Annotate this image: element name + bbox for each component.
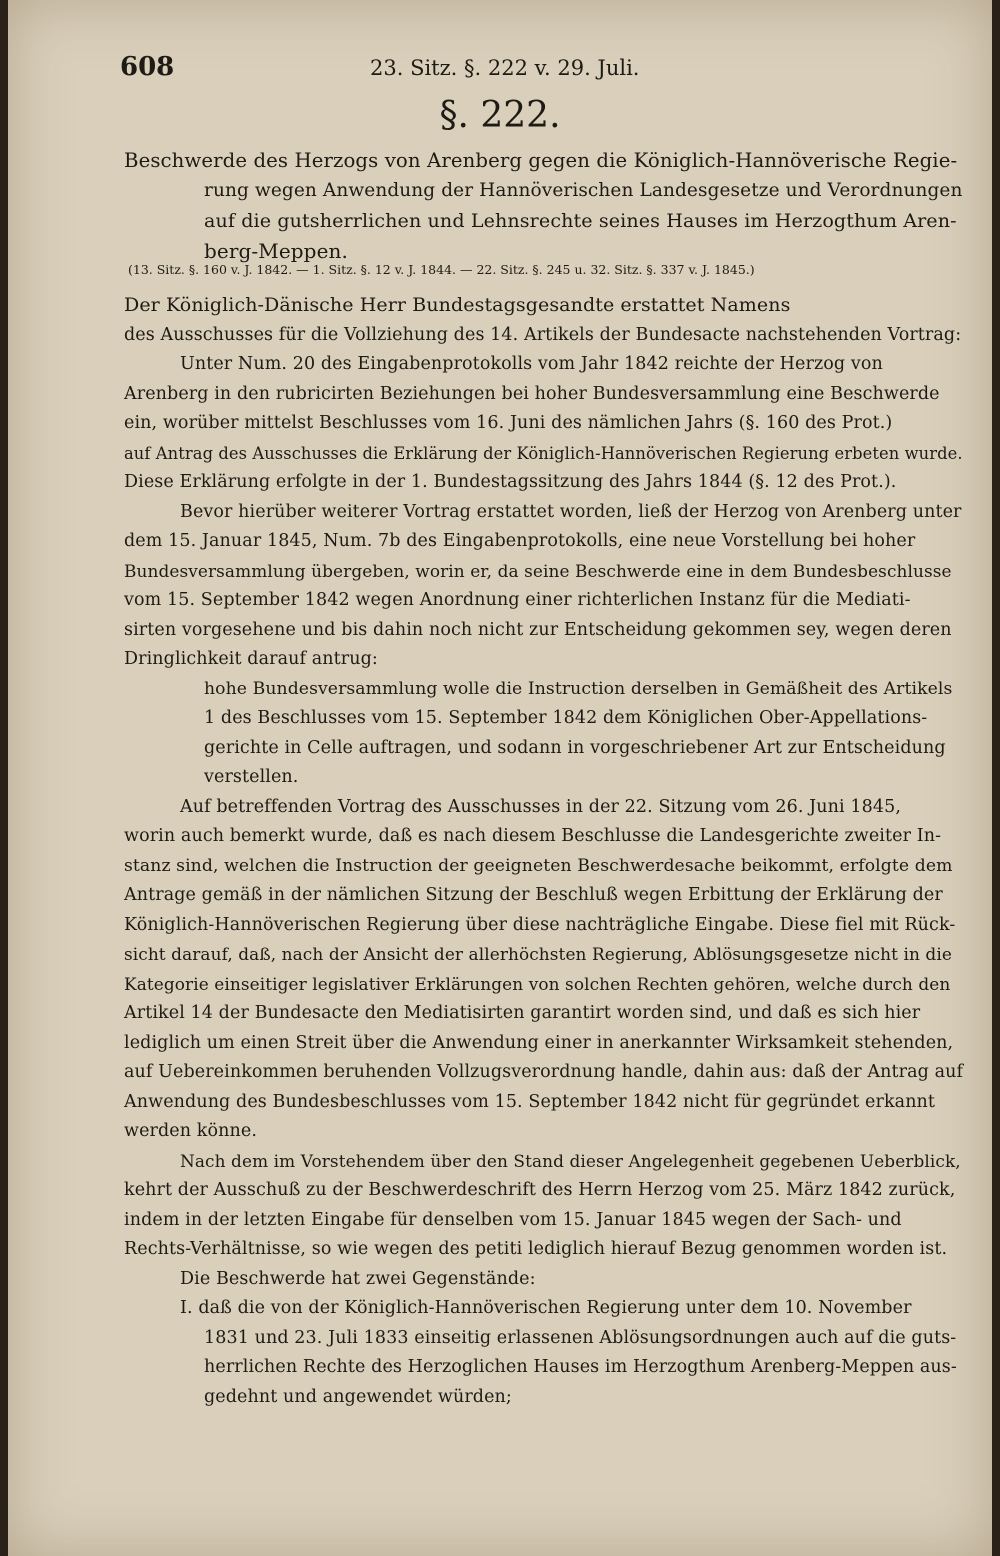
heading-line: Beschwerde des Herzogs von Arenberg gegen die Königlich-Hannöverische Regie- <box>124 149 958 172</box>
text-line: gerichte in Celle auftragen, und sodann in vorgeschriebener Art zur Entscheidung <box>204 737 946 758</box>
text-line: Die Beschwerde hat zwei Gegenstände: <box>180 1268 536 1289</box>
text-line: sirten vorgesehene und bis dahin noch nicht zur Entscheidung gekommen sey, wegen deren <box>124 619 952 640</box>
text-line: Bundesversammlung übergeben, worin er, da seine Beschwerde eine in dem Bundesbeschlusse <box>124 560 952 581</box>
text-line: auf Uebereinkommen beruhenden Vollzugsverordnung handle, dahin aus: daß der Antrag auf <box>124 1062 964 1082</box>
section-number: §. 222. <box>439 95 561 136</box>
text-line: Arenberg in den rubricirten Beziehungen bei hoher Bundesversammlung eine Beschwerde <box>124 383 940 404</box>
text-line: Antrage gemäß in der nämlichen Sitzung der Beschluß wegen Erbittung der Erklärung der <box>124 885 943 905</box>
text-line: des Ausschusses für die Vollziehung des 14. Artikels der Bundesacte nachstehenden Vortrag: <box>124 324 962 345</box>
text-line: Der Königlich-Dänische Herr Bundestagsgesandte erstattet Namens <box>124 294 791 316</box>
text-line: stanz sind, welchen die Instruction der geeigneten Beschwerdesache beikommt, erfolgte dem <box>124 855 953 876</box>
text-line: Unter Num. 20 des Eingabenprotokolls vom Jahr 1842 reichte der Herzog von <box>180 354 883 374</box>
page-number: 608 <box>120 52 175 82</box>
text-line: hohe Bundesversammlung wolle die Instruction derselben in Gemäßheit des Artikels <box>204 678 953 699</box>
body-text <box>124 291 964 1412</box>
heading-line: berg-Meppen. <box>204 239 348 263</box>
heading-line: auf die gutsherrlichen und Lehnsrechte seines Hauses im Herzogthum Aren- <box>204 209 957 232</box>
text-line: Königlich-Hannöverischen Regierung über diese nachträgliche Eingabe. Diese fiel mit Rück- <box>124 914 956 935</box>
text-line: vom 15. September 1842 wegen Anordnung einer richterlichen Instanz für die Mediati- <box>124 590 911 610</box>
text-line: Dringlichkeit darauf antrug: <box>124 649 378 669</box>
text-line: Anwendung des Bundesbeschlusses vom 15. September 1842 nicht für gegründet erkannt <box>124 1091 936 1112</box>
text-line: Artikel 14 der Bundesacte den Mediatisirten garantirt worden sind, und daß es sich hier <box>124 1003 921 1023</box>
cross-references: (13. Sitz. §. 160 v. J. 1842. — 1. Sitz. §. 12 v. J. 1844. — 22. Sitz. §. 245 u. 32. Sitz. §. 337 v. J. 1845.) <box>128 262 755 277</box>
text-line: kehrt der Ausschuß zu der Beschwerdeschrift des Herrn Herzog vom 25. März 1842 zurück, <box>124 1180 956 1200</box>
text-line: worin auch bemerkt wurde, daß es nach diesem Beschlusse die Landesgerichte zweiter In- <box>124 826 942 846</box>
running-header <box>120 52 680 88</box>
text-line: Bevor hierüber weiterer Vortrag erstattet worden, ließ der Herzog von Arenberg unter <box>180 501 962 522</box>
text-line: sicht darauf, daß, nach der Ansicht der allerhöchsten Regierung, Ablösungsgesetze nicht in die <box>124 944 952 964</box>
text-line: 1 des Beschlusses vom 15. September 1842 dem Königlichen Ober-Appellations- <box>204 708 928 728</box>
book-page <box>8 0 992 1556</box>
heading-line: rung wegen Anwendung der Hannöverischen Landesgesetze und Verordnungen <box>204 180 963 201</box>
text-line: auf Antrag des Ausschusses die Erklärung der Königlich-Hannöverischen Regierung erbeten wurde. <box>124 443 963 463</box>
text-line: gedehnt und angewendet würden; <box>204 1386 512 1407</box>
text-line: Nach dem im Vorstehendem über den Stand dieser Angelegenheit gegebenen Ueberblick, <box>180 1150 961 1171</box>
text-line: Kategorie einseitiger legislativer Erklärungen von solchen Rechten gehören, welche durch den <box>124 973 951 994</box>
text-line: ein, worüber mittelst Beschlusses vom 16. Juni des nämlichen Jahrs (§. 160 des Prot.) <box>124 413 893 433</box>
text-line: dem 15. Januar 1845, Num. 7b des Eingabenprotokolls, eine neue Vorstellung bei hoher <box>124 531 916 551</box>
text-line: verstellen. <box>204 767 299 787</box>
text-line: 1831 und 23. Juli 1833 einseitig erlassenen Ablösungsordnungen auch auf die guts- <box>204 1327 957 1348</box>
running-title: 23. Sitz. §. 222 v. 29. Juli. <box>370 56 640 80</box>
text-line: herrlichen Rechte des Herzoglichen Hauses im Herzogthum Arenberg-Meppen aus- <box>204 1357 957 1377</box>
text-line: Rechts-Verhältnisse, so wie wegen des petiti lediglich hierauf Bezug genommen worden ist. <box>124 1239 948 1259</box>
section-heading <box>124 146 964 266</box>
text-line: Diese Erklärung erfolgte in der 1. Bundestagssitzung des Jahrs 1844 (§. 12 des Prot.). <box>124 472 897 492</box>
text-line: lediglich um einen Streit über die Anwendung einer in anerkannter Wirksamkeit stehenden, <box>124 1032 954 1053</box>
text-line: indem in der letzten Eingabe für denselben vom 15. Januar 1845 wegen der Sach- und <box>124 1209 902 1230</box>
text-line: werden könne. <box>124 1121 257 1141</box>
text-line: Auf betreffenden Vortrag des Ausschusses in der 22. Sitzung vom 26. Juni 1845, <box>180 796 901 817</box>
text-line: I. daß die von der Königlich-Hannöverischen Regierung unter dem 10. November <box>180 1298 912 1318</box>
